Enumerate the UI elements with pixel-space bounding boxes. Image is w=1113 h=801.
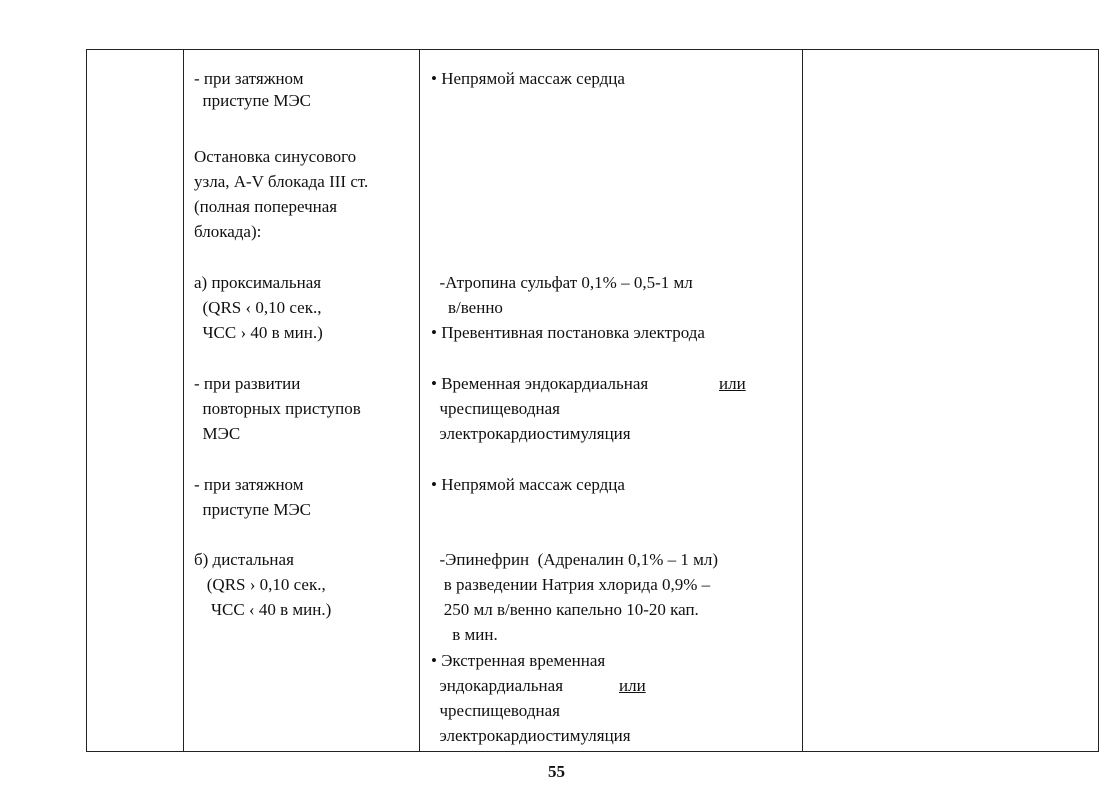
treatment-or-underlined: или [719,374,746,393]
treatment-line: • Непрямой массаж сердца [431,475,625,494]
treatment-line: чреспищеводная [431,399,560,418]
treatment-line: • Превентивная постановка электрода [431,323,705,342]
condition-line: (QRS ‹ 0,10 сек., [194,298,322,317]
condition-line: (QRS › 0,10 сек., [194,575,326,594]
treatment-line: -Атропина сульфат 0,1% – 0,5-1 мл [431,273,693,292]
condition-line: - при затяжном [194,69,304,88]
treatment-line: чреспищеводная [431,701,560,720]
treatment-line: в разведении Натрия хлорида 0,9% – [431,575,711,594]
treatment-line: в/венно [431,298,503,317]
treatment-line: • Экстренная временная [431,651,606,670]
treatment-line: • Временная эндокардиальная [431,374,649,393]
condition-line: приступе МЭС [194,500,312,519]
treatment-line: электрокардиостимуляция [431,424,631,443]
condition-line: узла, A-V блокада III ст. [194,172,369,191]
condition-line: а) проксимальная [194,273,322,292]
condition-line: повторных приступов [194,399,361,418]
page-number: 55 [548,762,565,781]
treatment-line: в мин. [431,625,498,644]
treatment-line: электрокардиостимуляция [431,726,631,745]
condition-line: б) дистальная [194,550,294,569]
condition-line: Остановка синусового [194,147,357,166]
treatment-or-underlined: или [619,676,646,695]
condition-line: ЧСС ‹ 40 в мин.) [194,600,332,619]
condition-line: блокада): [194,222,262,241]
condition-line: (полная поперечная [194,197,338,216]
condition-line: - при развитии [194,374,301,393]
condition-line: МЭС [194,424,241,443]
condition-line: ЧСС › 40 в мин.) [194,323,323,342]
treatment-line: • Непрямой массаж сердца [431,69,625,88]
column-divider-2 [419,49,420,752]
treatment-line: 250 мл в/венно капельно 10-20 кап. [431,600,699,619]
treatment-line: эндокардиальная [431,676,564,695]
treatment-line: -Эпинефрин (Адреналин 0,1% – 1 мл) [431,550,719,569]
condition-line: приступе МЭС [194,91,312,110]
column-divider-1 [183,49,184,752]
column-divider-3 [802,49,803,752]
condition-line: - при затяжном [194,475,304,494]
